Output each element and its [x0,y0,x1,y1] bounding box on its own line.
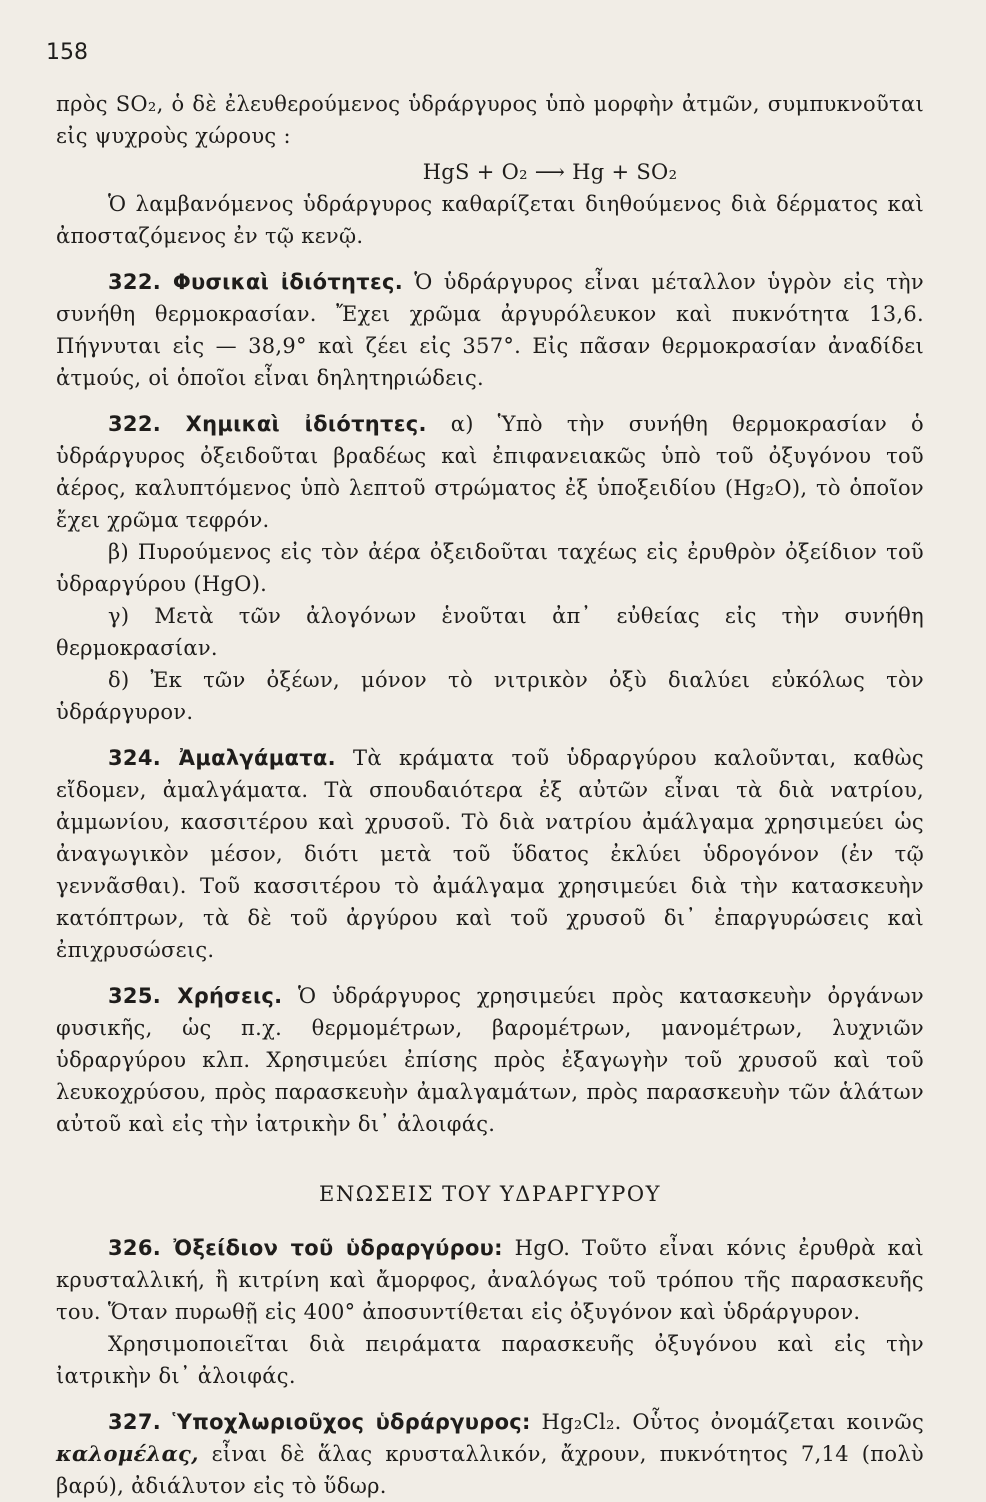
compounds-heading: ΕΝΩΣΕΙΣ ΤΟΥ ΥΔΡΑΡΓΥΡΟΥ [319,1182,661,1206]
list-item-g: γ) Μετὰ τῶν ἀλογόνων ἑνοῦται ἀπ᾽ εὐθείας εἰς τὴν συνήθη θερμοκρασίαν. [56,604,924,660]
section-326-use: Χρησιμοποιεῖται διὰ πειράματα παρασκευῆς ὀξυγόνου καὶ εἰς τὴν ἰατρικὴν δι᾽ ἀλοιφάς. [56,1332,924,1388]
section-text: εἶναι δὲ ἅλας κρυσταλλικόν, ἄχρουν, πυκνότητος 7,14 (πολὺ βαρύ), ἀδιάλυτον εἰς τὸ ὕδωρ. [56,1442,924,1498]
section-324 [56,742,924,966]
paragraph-purification: Ὁ λαμβανόμενος ὑδράργυρος καθαρίζεται διηθούμενος διὰ δέρματος καὶ ἀποσταζόμενος ἐν τῷ κενῷ. [56,192,924,248]
section-322-physical [56,266,924,394]
section-heading-322-physical: 322. Φυσικαὶ ἰδιότητες. [108,270,404,294]
section-heading-322-chemical: 322. Χημικαὶ ἰδιότητες. [108,412,427,436]
section-text: Τὰ κράματα τοῦ ὑδραργύρου καλοῦνται, καθὼς εἴδομεν, ἀμαλγάματα. Τὰ σπουδαιότερα ἐξ αὐτῶν εἶναι τὰ διὰ νατρίου, ἀμμωνίου, κασσιτέρου καὶ χρυσοῦ. Τὸ διὰ νατρίου ἀμάλγαμα χρησιμεύει ὡς ἀναγωγικὸν μέσον, διότι μετὰ τοῦ ὕδατος ἐκλύει ὑδρογόνον (ἐν τῷ γεννᾶσθαι). Τοῦ κασσιτέρου τὸ ἀμάλγαμα χρησιμεύει διὰ τὴν κατασκευὴν κατόπτρων, τὰ δὲ τοῦ ἀργύρου καὶ τοῦ χρυσοῦ δι᾽ ἐπαργυρώσεις καὶ ἐπιχρυσώσεις. [56,746,924,962]
section-322-chemical [56,408,924,536]
list-item-b: β) Πυρούμενος εἰς τὸν ἀέρα ὀξειδοῦται ταχέως εἰς ἐρυθρὸν ὀξείδιον τοῦ ὑδραργύρου (HgO). [56,540,924,596]
section-text: Ὁ ὑδράργυρος εἶναι μέταλλον ὑγρὸν εἰς τὴν συνήθη θερμοκρασίαν. Ἔχει χρῶμα ἀργυρόλευκον καὶ πυκνότητα 13,6. Πήγνυται εἰς — 38,9° καὶ ζέει εἰς 357°. Εἰς πᾶσαν θερμοκρασίαν ἀναδίδει ἀτμούς, οἱ ὁποῖοι εἶναι δηλητηριώδεις. [56,270,924,390]
page-number: 158 [46,40,88,65]
section-325 [56,980,924,1140]
section-327 [56,1406,924,1502]
section-text: HgO. Τοῦτο εἶναι κόνις ἐρυθρὰ καὶ κρυσταλλική, ἢ κιτρίνη καὶ ἄμορφος, ἀναλόγως τοῦ τρόπου τῆς παρασκευῆς του. Ὅταν πυρωθῇ εἰς 400° ἀποσυντίθεται εἰς ὀξυγόνον καὶ ὑδράργυρον. [56,1236,924,1324]
section-text: Hg₂Cl₂. Οὗτος ὀνομάζεται κοινῶς [530,1410,925,1434]
section-heading-327: 327. Ὑποχλωριοῦχος ὑδράργυρος: [108,1410,531,1434]
page-body [56,88,924,1502]
section-heading-326: 326. Ὀξείδιον τοῦ ὑδραργύρου: [108,1236,503,1260]
section-text: Ὁ ὑδράργυρος χρησιμεύει πρὸς κατασκευὴν ὀργάνων φυσικῆς, ὡς π.χ. θερμομέτρων, βαρομέτρων, μανομέτρων, λυχνιῶν ὑδραργύρου κλπ. Χρησιμεύει ἐπίσης πρὸς ἐξαγωγὴν τοῦ χρυσοῦ καὶ τοῦ λευκοχρύσου, πρὸς παρασκευὴν ἀμαλγαμάτων, πρὸς παρασκευὴν τῶν ἁλάτων αὐτοῦ καὶ εἰς τὴν ἰατρικὴν δι᾽ ἀλοιφάς. [56,984,924,1136]
section-326 [56,1232,924,1328]
section-heading-325: 325. Χρήσεις. [108,984,283,1008]
kalomel-term: καλομέλας, [56,1441,199,1466]
paragraph-intro: πρὸς SO₂, ὁ δὲ ἐλευθερούμενος ὑδράργυρος ὑπὸ μορφὴν ἀτμῶν, συμπυκνοῦται εἰς ψυχροὺς χώρους : [56,92,924,148]
chemical-equation: HgS + O₂ ⟶ Hg + SO₂ [422,160,678,184]
section-text: α) Ὑπὸ τὴν συνήθη θερμοκρασίαν ὁ ὑδράργυρος ὀξειδοῦται βραδέως καὶ ἐπιφανειακῶς ὑπὸ τοῦ ὀξυγόνου τοῦ ἀέρος, καλυπτόμενος ὑπὸ λεπτοῦ στρώματος ἐξ ὑποξειδίου (Hg₂O), τὸ ὁποῖον ἔχει χρῶμα τεφρόν. [56,412,924,532]
list-item-d: δ) Ἐκ τῶν ὀξέων, μόνον τὸ νιτρικὸν ὀξὺ διαλύει εὐκόλως τὸν ὑδράργυρον. [56,668,924,724]
section-heading-324: 324. Ἀμαλγάματα. [108,746,336,770]
